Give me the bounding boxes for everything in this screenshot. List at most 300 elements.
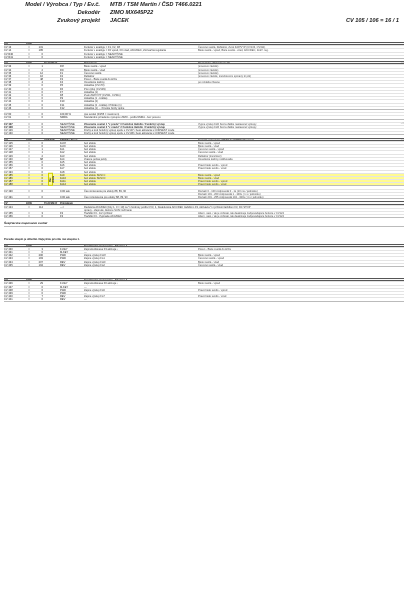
cv-number: CV 435 [4,263,13,267]
key-cell [60,43,84,44]
key-cell: FWD [60,291,66,295]
cv-number: CV 188 [4,183,13,187]
cv-value: 193 [38,257,43,261]
cv-value: 195 [38,49,43,53]
description-cell: Píst výboj (CV139) [84,87,106,91]
cv-value [32,279,44,280]
equals-sign: = [28,196,30,199]
section-analog [4,42,404,59]
table-row [4,297,404,300]
key-cell [60,56,84,59]
table-row [4,64,404,67]
equals-sign: = [28,211,30,215]
key-cell: Fo4 [60,157,65,161]
remark-cell: (smerovo závislé, tranzistorom spínaný tri pól) [198,74,251,78]
remark-cell: Červené svetlá - vpred [198,257,225,261]
key-cell: ---> [60,205,65,209]
equals-sign: = [28,132,30,136]
remark-cell: Biele svetlá - vpred [198,173,221,177]
key-cell: NMRA [60,116,68,120]
description-cell: Zhasnutie svetiel 2 "z vzadu" // Funkčné tlačidlo / Funkčný výstup [84,125,166,129]
spacer-cell [44,196,60,199]
cv-number: CV 61 [4,116,12,120]
cv-value: 0 [41,90,43,94]
description-cell: úpravy - Zapnuté, Aktívne SUSI rozhranie [84,208,132,212]
key-cell: F3 [60,215,64,219]
cv-number: CV 185 [4,173,13,177]
equals-sign: = [28,68,30,72]
cv-number: CV 438 [4,288,13,292]
table-row [4,122,404,125]
cv-value [32,202,44,203]
cv-number: CV 156 [4,215,13,219]
remark-cell: Pravé biele svetlo - vpred [198,288,228,292]
spacer-cell [44,107,60,110]
table-row [4,48,404,51]
cv-number: CV 14 [4,49,12,53]
cv-value [32,62,44,63]
equals-sign: = [28,46,30,50]
description-cell: bez efektu [84,148,96,152]
key-cell: F3 [60,211,64,215]
cv-number: CV 46 [4,106,12,110]
cv-number: CV 36 [4,74,12,78]
cv-number: CV 130 [4,157,13,161]
cv-number: CV 430 [4,247,13,251]
key-cell: FWD [60,254,66,258]
cv-number: CV 45 [4,103,12,107]
equals-sign: = [28,103,30,107]
remark-cell: Osvetlenie kabíny rušiťkovalia [198,157,233,161]
cv-value: 48 [40,78,43,82]
table-row [4,103,404,106]
cv-value: 0 [41,298,43,302]
equals-sign: = [28,97,30,101]
description-cell: bez efektu [84,180,96,184]
description-cell: bez efektu [84,151,96,155]
key-cell: Fo12 [60,183,66,187]
description-cell [84,279,198,280]
cv-number [4,43,26,44]
swiss-mapping-title: Švajčiarske mapovanie svetiel [4,220,48,225]
equals-sign: = [28,49,30,53]
description-cell: Húkačka (CV170) [84,84,105,88]
equals-sign: = [28,87,30,91]
table-row [4,150,404,153]
table-row [4,87,404,90]
section-swiss-title [4,221,404,227]
equals-sign: = [28,129,30,133]
cv-value: 1 [41,65,43,69]
cv-number: CV 124 [4,205,13,209]
equals-sign: = [28,141,30,145]
description-cell: Osvetlenie kabíny [84,81,105,85]
cv-value: 0 [41,55,43,59]
spacer-cell [44,298,60,301]
description-cell: Zvuk ZAP/VYP (CV311, CV311) [84,94,121,97]
cv-number [4,62,26,63]
equals-sign: = [28,113,30,117]
key-cell: F7 [60,90,64,94]
section-swiss-group-2 [4,278,404,301]
description-cell: Druhý a tretí funkčný výstup spolu s CV107 / Auto aktivácia s CORSEST mode [84,129,175,133]
remark-cell [198,139,404,140]
cv-value: 0 [41,251,43,255]
equals-sign: = [28,94,30,97]
section-speed [4,201,404,218]
key-cell: NEAKTÍVNE [60,122,75,126]
cv-number: CV 155 [4,160,13,164]
description-cell: Čas stmievania pre efekty 88, 89, 90 [84,189,127,193]
remark-cell: Pravé biele svetlo - vpred [198,164,228,168]
description-cell: Funkcie v analógu = NEAKTÍVNE [84,52,123,56]
remark-cell [198,116,404,119]
remark-cell: Červené svetlá, Reflektor, Zvuk ZAP/VYP (CV133, CV311) [198,46,266,50]
key-cell: F9 [60,97,64,101]
equals-sign: = [28,282,30,286]
cv-number: CV 13 [4,46,12,50]
description-cell: Funkcie v analógu = NEAKTÍVNE [84,55,123,59]
table-row [4,189,404,192]
section-dimming [4,189,404,200]
cv-number: CV 43 [4,97,12,101]
cv-value: 68 [40,157,43,161]
remark-cell: Biele svetlá - vpred [198,254,221,258]
equals-sign: = [28,205,30,209]
description-cell: Húkačka (1 - krátka) [84,97,108,101]
description-cell: Jas svetiel (0/255 = maximum) [84,113,120,117]
description-cell: Redukcia AKC/DEC [bity 1, 0 = 10] na ½ hodnoty podľa CV3, 4, Deaktivácia AKC/DEC tlačidlom F3, Aktivácia ½ rýchlosti tlačidlom F3, DC STOP [84,205,251,209]
table-row [4,99,404,102]
cv-number: CV 41 [4,90,12,94]
cv-value: 0 [41,100,43,104]
cv-value: 0 [41,170,43,174]
description-cell: --- [84,285,87,289]
key-cell: Fo5 [60,160,65,164]
spacer-cell [44,132,60,135]
remark-cell: Pravé biele svetlo - vzad [198,295,227,299]
header-row-decoder [4,10,153,16]
cv-number: CV 186 [4,176,13,180]
key-cell: Fo11 [60,180,66,184]
cv-value: 3 [41,211,43,215]
equals-sign: = [28,257,30,261]
key-cell: 0.00 sek [60,189,70,193]
table-row [4,147,404,150]
cv-number: CV 39 [4,84,12,88]
key-cell: F11 [60,103,65,107]
remark-cell: po rozdelia zhasne [198,81,220,85]
key-cell: F1 [60,71,64,75]
equals-sign: = [28,106,30,110]
cv-number: CV 436 [4,282,13,286]
cv-number: CV 157 [4,167,13,171]
equals-sign: = [28,164,30,168]
description-cell: Štandardné priradenie výstupov ZIMO - podľa NMRA - bez posunu [84,116,161,120]
key-cell: Fo2 [60,151,65,155]
cv-value [32,139,44,140]
description-cell: Zapne výstup Fo2 [84,263,105,267]
description-cell: bez efektu [84,164,96,168]
key-cell: Fo8 [60,170,65,174]
table-row [4,166,404,169]
table-row [4,96,404,99]
cv-value: 207 [38,260,43,264]
key-cell: 0.00 sek [60,196,70,199]
cv-value: 16 [40,74,43,78]
cv-number: CV 439 [4,291,13,295]
key-cell: F-KEY [60,282,68,286]
cv-value: 0 [41,167,43,171]
cv-value: 7 [41,295,43,299]
cv-value: 6 [41,288,43,292]
cv-value: 131 [38,46,43,50]
cv-number [4,139,26,140]
spacer-cell [44,215,60,218]
equals-sign: = [28,52,30,56]
equals-sign: = [28,170,30,174]
cv-value: 0 [41,116,43,120]
cv-number: CV 37 [4,78,12,82]
remark-cell: Pravé biele svetlo - vzad [198,167,227,171]
section-light-off [4,122,404,136]
cv-value: 0 [41,160,43,164]
remark-cell: Posun - Biele svetlá do kríža [198,247,231,251]
remark-cell: Pravé biele svetlo - vpred [198,180,228,184]
key-cell [60,245,84,246]
key-cell: 100,00 % [60,113,71,117]
cv-number: CV 127 [4,148,13,152]
cv-number: CV 34 [4,68,12,72]
cv-number: CV 128 [4,151,13,155]
cv-number: CV 193 [4,170,13,174]
table-row [4,285,404,288]
cv-value: 12 [40,71,43,75]
equals-sign: = [28,145,30,148]
cv-value: 4 [41,81,43,85]
remark-cell [198,132,404,135]
cv-version-info: CV 105 / 106 = 16 / 1 [345,18,399,24]
cv-value: 0 [41,87,43,91]
cv-value [32,43,44,44]
equals-sign: = [28,260,30,264]
equals-sign: = [28,291,30,295]
description-cell: Funkcie v analógu = F0 vpred, F0 vzad, AKC/DEC, Zotrvačná regulácia [84,49,166,53]
description-cell: Zhasnutie svetiel 1 "z predu" // Funkčné tlačidlo / Funkčný výstup [84,122,165,126]
cv-number: CV 441 [4,298,13,302]
description-cell: Zapne výstup Fo1 [84,257,105,261]
cv-number: CV 108 [4,125,13,129]
section-brightness [4,112,404,119]
key-cell: Fo7 [60,167,65,171]
description-cell: bez efektu SUSI D [84,176,106,180]
remark-cell: Červené svetlá - vzad [198,151,224,155]
cv-value: 0 [41,183,43,187]
description-cell [84,62,198,63]
key-cell: NEAKTÍVNE [60,129,75,133]
key-cell: FoOr [60,145,66,148]
cv-number: CV 130 [4,132,13,136]
cv-value: 0 [41,84,43,88]
spacer-cell [44,245,60,246]
remark-cell: Červené svetlá - vzad [198,263,224,267]
cv-number: CV 191 [4,196,13,199]
key-cell: Fo1 [60,148,65,152]
table-row [4,112,404,115]
table-row [4,260,404,263]
key-cell: F0f [60,65,64,69]
remark-cell [198,202,404,203]
cv-number: CV 40 [4,87,12,91]
description-cell: --- [84,291,87,295]
table-row [4,170,404,173]
equals-sign: = [28,285,30,289]
cv-number: CV 44 [4,100,12,104]
key-cell: FoOf [60,141,66,145]
table-row [4,45,404,48]
remark-cell: Vypne výstup FoR Ked a ďalšie nastavené výstupy [198,125,257,129]
equals-sign: = [28,65,30,69]
equals-sign: = [28,295,30,299]
cv-value: 0 [41,52,43,56]
cv-value: 0 [41,97,43,101]
spacer-cell [44,202,60,203]
cv-number: CV 190 [4,189,13,193]
equals-sign: = [28,125,30,129]
remark-cell: Rozsah 201 - 255 zodpovedá 104 - 320s ( 4 s / jednotku) [198,196,264,199]
description-cell: Húkačka (2) [84,100,98,104]
key-cell: Fo6 [60,164,65,168]
equals-sign: = [28,148,30,152]
cv-value: 0 [41,180,43,184]
spacer-cell [44,62,60,63]
description-cell: Húkačka (1) [84,90,98,94]
description-cell: Zapne výstup Fo7 [84,295,105,299]
key-cell: F12 [60,106,65,110]
cv-value: 0 [41,145,43,148]
key-cell: Fo10 [60,176,66,180]
equals-sign: = [28,100,30,104]
cv-value: 0 [41,113,43,117]
cv-value: 0 [41,173,43,177]
equals-sign: = [28,71,30,75]
equals-sign: = [28,173,30,177]
equals-sign: = [28,215,30,219]
key-cell: F8 [60,94,64,97]
key-cell: F5 [60,84,64,88]
cv-value: 2 [41,68,43,72]
equals-sign: = [28,154,30,158]
equals-sign: = [28,180,30,184]
cv-number: CV 156 [4,164,13,168]
cv-value: 114 [38,205,43,209]
cv-value: 0 [41,176,43,180]
cv-value: 0 [41,285,43,289]
remark-cell [198,56,404,59]
spacer-cell [44,43,60,44]
key-cell: REV [60,298,66,302]
cv-value: 29 [40,282,43,286]
remark-cell: Biele svetlá - vzad [198,145,220,148]
equals-sign: = [28,251,30,255]
cv-value: 0 [41,125,43,129]
description-cell: Čas rozsvietenia pre efekty 88, 89, 90 [84,196,128,199]
cv-number: CV 187 [4,180,13,184]
spacer-cell [44,56,60,59]
remark-cell: Rozsah 101 - 200 zodpovedá 1 - 100s ( 1 s / jednotku) [198,192,261,196]
cv-number: CV 35 [4,71,12,75]
section-function-mapping [4,61,404,110]
priority-note: Poradie skupín je dôležité. Najvyššiu prioritu má skupina 1. [4,237,80,241]
description-cell: --- [84,298,87,302]
equals-sign: = [28,78,30,82]
equals-sign: = [28,116,30,120]
key-cell: F0r [60,68,64,72]
table-row [4,131,404,134]
cv-value: 0 [41,129,43,133]
remark-cell: (smerovo závislé) [198,65,219,69]
cv-value: 0 [41,106,43,110]
cv-value: 0 [41,132,43,136]
equals-sign: = [28,74,30,78]
equals-sign: = [28,81,30,85]
remark-cell: Vypne výstup FoD Ked a ďalšie nastavené výstupy [198,122,257,126]
cv-document [4,42,404,304]
cv-value: 0 [41,94,43,97]
remark-cell: Reflektor (tranzistor) [198,154,222,158]
table-row [4,52,404,55]
description-cell: bez efektu [84,170,96,174]
key-cell [60,139,84,140]
cv-number: CV 431 [4,251,13,255]
description-cell: Červené svetlá [84,71,102,75]
header-value: ZIMO MX645P22 [110,10,154,16]
description-cell [84,202,198,203]
equals-sign: = [28,84,30,88]
remark-cell: (smerovo závislé) [198,71,219,75]
cv-number: CV 38 [4,81,12,85]
key-cell: Fo3 [60,154,65,158]
equals-sign: = [28,90,30,94]
cv-value: 1 [41,151,43,155]
key-cell: REV [60,263,66,267]
key-cell: F4 [60,81,64,85]
equals-sign: = [28,254,30,258]
table-row [4,281,404,284]
remark-cell [198,107,404,110]
cv-value: 206 [38,254,43,258]
header-value: JACEK [110,18,129,24]
description-cell [84,245,198,246]
arrow-note: --> [400,121,404,125]
cv-number: CV 434 [4,260,13,264]
equals-sign: = [28,183,30,187]
remark-cell: Altern. nast. / ak je zobraté, tak deaktivuje zodpovedajúce funkcie v CV124 [198,215,284,219]
cv-number: CV R41 [4,55,14,59]
key-cell: Fo9 [60,173,65,177]
remark-cell: Biele svetlá - vpred [198,282,221,286]
spacer-cell [44,116,60,119]
description-cell: bez efektu [84,141,96,145]
equals-sign: = [28,167,30,171]
description-cell: Tlačidlo F3 - Vypínaše AKC/DEC [84,215,122,219]
cv-value: 0 [41,141,43,145]
cv-number: CV 107 [4,122,13,126]
remark-cell: Rozsah 0 - 100 zodpovedá 0 - 1s (10 ms / jednotku) [198,189,258,193]
remark-cell: Biele svetlá - vpred [198,141,221,145]
remark-cell: Pravé biele svetlo - vzad [198,183,227,187]
cv-value: 0 [41,196,43,199]
